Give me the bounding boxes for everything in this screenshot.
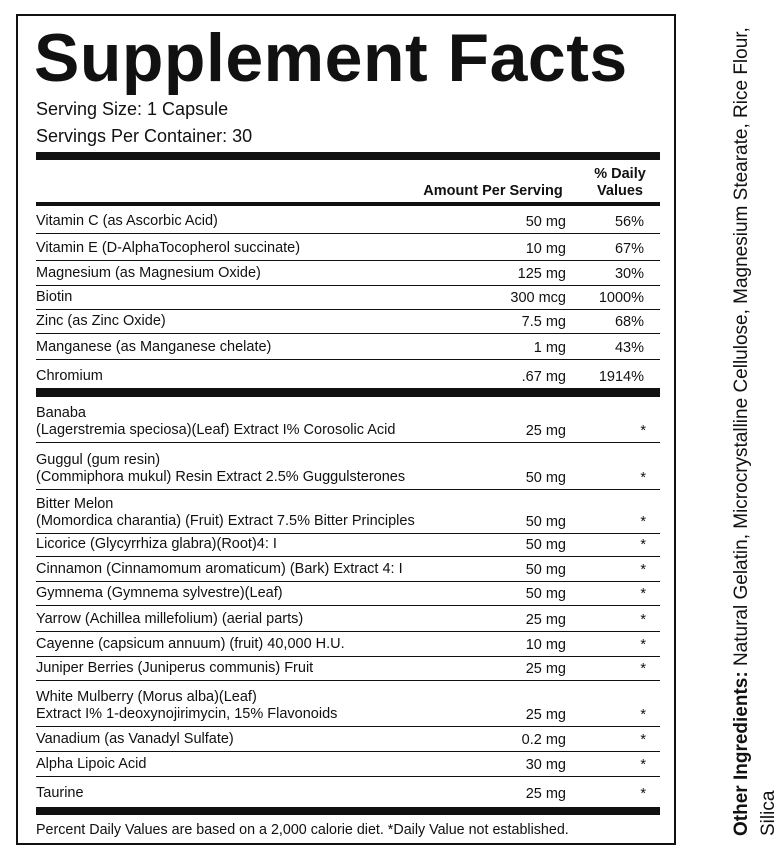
nutrient-name: Zinc (as Zinc Oxide) <box>36 313 166 329</box>
ingredient-name: Vanadium (as Vanadyl Sulfate) <box>36 731 234 747</box>
ingredient-name: Yarrow (Achillea millefolium) (aerial parts) <box>36 611 304 627</box>
ingredient-daily-value: * <box>640 637 646 653</box>
ingredient-row <box>36 727 660 752</box>
ingredient-name-line2: (Momordica charantia) (Fruit) Extract 7.5% Bitter Principles <box>36 513 415 529</box>
ingredient-daily-value: * <box>640 470 646 486</box>
ingredient-amount: 25 mg <box>525 661 566 677</box>
ingredient-amount: 30 mg <box>525 757 566 773</box>
vitamin-row <box>36 235 660 261</box>
ingredient-amount: 50 mg <box>525 514 566 530</box>
vitamin-row <box>36 334 660 360</box>
ingredient-row <box>36 444 660 490</box>
serving-size: Serving Size: 1 Capsule <box>36 99 229 119</box>
ingredient-row <box>36 777 660 805</box>
ingredient-row <box>36 397 660 443</box>
supplement-facts-panel <box>16 14 676 845</box>
ingredient-name <box>36 496 415 530</box>
other-ingredients <box>728 16 782 836</box>
nutrient-amount: 300 mcg <box>510 290 566 306</box>
nutrient-daily-value: 67% <box>614 241 644 257</box>
ingredient-row <box>36 632 660 657</box>
ingredient-daily-value: * <box>640 586 646 602</box>
ingredient-name-line2: Extract I% 1-deoxynojirimycin, 15% Flavonoids <box>36 706 338 722</box>
ingredient-name: Alpha Lipoic Acid <box>36 756 147 772</box>
daily-values-header-line1: % Daily <box>594 166 646 182</box>
nutrient-daily-value: 1914% <box>598 369 644 385</box>
ingredient-daily-value: * <box>640 423 646 439</box>
vitamin-row <box>36 261 660 286</box>
other-ingredients-label: Other Ingredients: <box>731 671 752 836</box>
ingredient-amount: 0.2 mg <box>521 732 566 748</box>
nutrient-name: Magnesium (as Magnesium Oxide) <box>36 265 261 281</box>
ingredient-daily-value: * <box>640 562 646 578</box>
ingredient-daily-value: * <box>640 732 646 748</box>
ingredient-daily-value: * <box>640 661 646 677</box>
nutrient-amount: .67 mg <box>521 369 566 385</box>
footnote: Percent Daily Values are based on a 2,000 calorie diet. *Daily Value not established. <box>36 822 569 838</box>
ingredient-name: Gymnema (Gymnema sylvestre)(Leaf) <box>36 585 283 601</box>
daily-values-header-line2: Values <box>597 183 643 199</box>
nutrient-name: Chromium <box>36 368 103 384</box>
ingredient-daily-value: * <box>640 537 646 553</box>
ingredient-name-line2: (Lagerstremia speciosa)(Leaf) Extract I% Corosolic Acid <box>36 422 396 438</box>
vitamin-row <box>36 360 660 388</box>
ingredient-daily-value: * <box>640 757 646 773</box>
ingredient-daily-value: * <box>640 786 646 802</box>
ingredient-amount: 50 mg <box>525 562 566 578</box>
ingredient-row <box>36 490 660 534</box>
ingredient-daily-value: * <box>640 514 646 530</box>
ingredient-row <box>36 657 660 681</box>
ingredient-name <box>36 405 395 439</box>
ingredient-row <box>36 606 660 632</box>
servings-per-container: Servings Per Container: 30 <box>36 126 253 146</box>
nutrient-daily-value: 30% <box>614 266 644 282</box>
daily-values-header <box>578 166 662 200</box>
nutrient-daily-value: 68% <box>614 314 644 330</box>
ingredient-amount: 50 mg <box>525 537 566 553</box>
ingredient-row <box>36 681 660 727</box>
other-ingredients-text: Natural Gelatin, Microcrystalline Cellulose, Magnesium Stearate, Rice Flour, Silica <box>731 27 779 836</box>
ingredient-amount: 50 mg <box>525 586 566 602</box>
ingredient-row <box>36 557 660 582</box>
nutrient-amount: 125 mg <box>517 266 566 282</box>
thick-divider-middle <box>36 388 660 397</box>
ingredient-amount: 10 mg <box>525 637 566 653</box>
ingredient-name: Licorice (Glycyrrhiza glabra)(Root)4: I <box>36 536 277 552</box>
page-title: Supplement Facts <box>34 20 628 96</box>
ingredient-row <box>36 534 660 557</box>
nutrient-name: Manganese (as Manganese chelate) <box>36 339 272 355</box>
ingredient-name-line1: Bitter Melon <box>36 496 114 512</box>
nutrient-daily-value: 1000% <box>598 290 644 306</box>
nutrient-name: Vitamin E (D-AlphaTocopherol succinate) <box>36 240 301 256</box>
nutrient-name: Vitamin C (as Ascorbic Acid) <box>36 213 218 229</box>
ingredient-name-line1: Banaba <box>36 405 86 421</box>
vitamin-row <box>36 286 660 310</box>
ingredient-name: Cayenne (capsicum annuum) (fruit) 40,000 H.U. <box>36 636 345 652</box>
ingredient-amount: 25 mg <box>525 423 566 439</box>
nutrient-daily-value: 56% <box>614 214 644 230</box>
ingredient-name <box>36 689 337 723</box>
ingredient-row <box>36 582 660 606</box>
ingredient-name-line1: White Mulberry (Morus alba)(Leaf) <box>36 689 257 705</box>
nutrient-amount: 7.5 mg <box>521 314 566 330</box>
ingredient-name-line2: (Commiphora mukul) Resin Extract 2.5% Guggulsterones <box>36 469 406 485</box>
amount-per-serving-header: Amount Per Serving <box>423 183 563 199</box>
nutrient-daily-value: 43% <box>614 340 644 356</box>
ingredient-amount: 25 mg <box>525 786 566 802</box>
nutrient-amount: 10 mg <box>525 241 566 257</box>
ingredient-row <box>36 752 660 777</box>
nutrient-amount: 50 mg <box>525 214 566 230</box>
ingredient-amount: 50 mg <box>525 470 566 486</box>
ingredient-amount: 25 mg <box>525 612 566 628</box>
nutrient-name: Biotin <box>36 289 73 305</box>
ingredient-daily-value: * <box>640 612 646 628</box>
nutrient-amount: 1 mg <box>533 340 566 356</box>
vitamin-row <box>36 310 660 334</box>
ingredient-name: Cinnamon (Cinnamomum aromaticum) (Bark) Extract 4: I <box>36 561 403 577</box>
ingredient-name-line1: Guggul (gum resin) <box>36 452 161 468</box>
ingredient-daily-value: * <box>640 707 646 723</box>
ingredient-name <box>36 452 405 486</box>
ingredient-amount: 25 mg <box>525 707 566 723</box>
ingredient-name: Taurine <box>36 785 84 801</box>
ingredient-name: Juniper Berries (Juniperus communis) Fruit <box>36 660 314 676</box>
thick-divider-bottom <box>36 807 660 815</box>
thick-divider-top <box>36 152 660 160</box>
vitamin-row <box>36 206 660 234</box>
